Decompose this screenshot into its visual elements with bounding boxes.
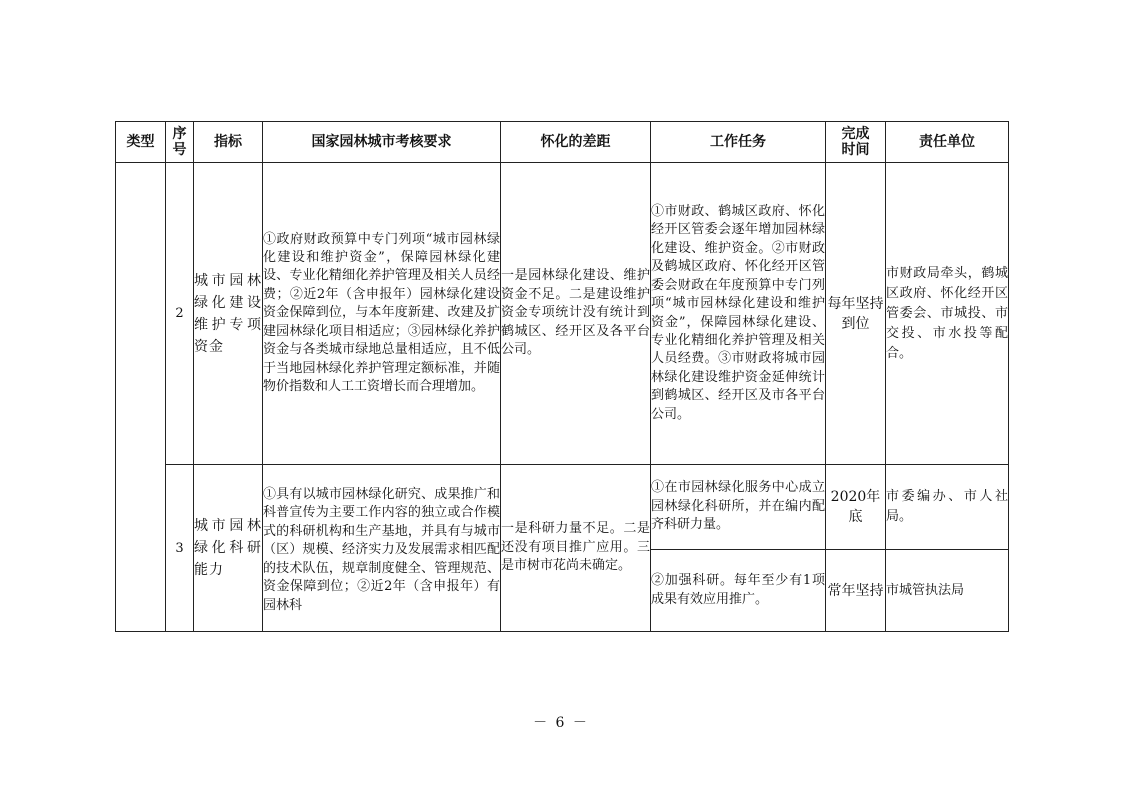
- header-time: [826, 122, 886, 163]
- row-seq: 3: [166, 465, 194, 632]
- table-row: [116, 163, 1009, 465]
- header-seq-text: 序号: [172, 126, 187, 158]
- row-gap: 一是园林绿化建设、维护资金不足。二是建设维护资金专项统计没有统计到鹤城区、经开区及各平台公司。: [501, 163, 651, 465]
- table-row: [116, 465, 1009, 550]
- row-requirement: ①政府财政预算中专门列项“城市园林绿化建设和维护资金”，保障园林绿化建设、专业化精细化养护管理及相关人员经费；②近2年（含申报年）园林绿化建设资金保障到位，与本年度新建、改建及扩建园林绿化项目相适应；③园林绿化养护资金与各类城市绿地总量相适应，且不低于当地园林绿化养护管理定额标准，并随物价指数和人工工资增长而合理增加。: [263, 163, 501, 465]
- subtask-cell: ①在市园林绿化服务中心成立园林绿化科研所，并在编内配齐科研力量。: [651, 465, 826, 550]
- table-header-row: [116, 122, 1009, 163]
- row-task: ①市财政、鹤城区政府、怀化经开区管委会逐年增加园林绿化建设、维护资金。②市财政及鹤城区政府、怀化经开区管委会财政在年度预算中专门列项“城市园林绿化建设和维护资金”，保障园林绿化建设、专业化精细化养护管理及相关人员经费。③市财政将城市园林绿化建设维护资金延伸统计到鹤城区、经开区及市各平台公司。: [651, 163, 826, 465]
- row-seq: 2: [166, 163, 194, 465]
- subtask-cell: ②加强科研。每年至少有1项成果有效应用推广。: [651, 550, 826, 632]
- row-gap: 一是科研力量不足。二是还没有项目推广应用。三是市树市花尚未确定。: [501, 465, 651, 632]
- header-time-text: 完成时间: [841, 126, 870, 158]
- row-requirement: ①具有以城市园林绿化研究、成果推广和科普宣传为主要工作内容的独立或合作模式的科研机构和生产基地，并具有与城市（区）规模、经济实力及发展需求相匹配的技术队伍，规章制度健全、管理规范、资金保障到位；②近2年（含申报年）有园林科: [263, 465, 501, 632]
- row-indicator: 城市园林绿化建设维护专项资金: [194, 163, 263, 465]
- subtask-unit: 市委编办、市人社局。: [886, 465, 1009, 550]
- row-indicator: 城市园林绿化科研能力: [194, 465, 263, 632]
- header-gap: 怀化的差距: [501, 122, 651, 163]
- header-seq: [166, 122, 194, 163]
- header-requirement: 国家园林城市考核要求: [263, 122, 501, 163]
- assessment-table: [115, 121, 1009, 632]
- header-unit: 责任单位: [886, 122, 1009, 163]
- row-unit: 市财政局牵头，鹤城区政府、怀化经开区管委会、市城投、市交投、市水投等配合。: [886, 163, 1009, 465]
- header-indicator: 指标: [194, 122, 263, 163]
- subtask-time: 常年坚持: [826, 550, 886, 632]
- header-task: 工作任务: [651, 122, 826, 163]
- subtask-unit: 市城管执法局: [886, 550, 1009, 632]
- header-type: 类型: [116, 122, 166, 163]
- subtask-time: 2020年底: [826, 465, 886, 550]
- page-number: － 6 －: [533, 715, 589, 731]
- type-cell: [116, 163, 166, 632]
- row-time: 每年坚持到位: [826, 163, 886, 465]
